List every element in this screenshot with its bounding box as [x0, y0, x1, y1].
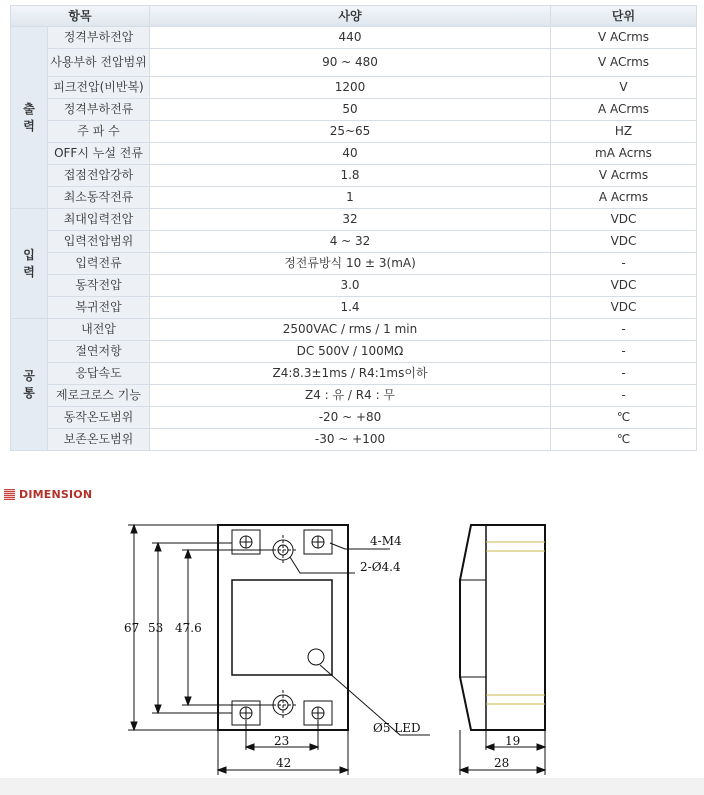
table-row: [11, 49, 696, 76]
label-side-19: 19: [505, 734, 521, 748]
table-row: [11, 429, 696, 450]
row-unit: VDC: [551, 231, 696, 252]
row-unit: -: [551, 319, 696, 340]
row-value: Z4 : 유 / R4 : 무: [150, 385, 550, 406]
table-row: [11, 275, 696, 296]
row-unit: A ACrms: [551, 99, 696, 120]
label-side-28: 28: [494, 756, 510, 770]
row-item: 입력전압범위: [48, 231, 149, 252]
row-value: 25~65: [150, 121, 550, 142]
row-item: 내전압: [48, 319, 149, 340]
dimension-title: DIMENSION: [19, 487, 93, 501]
row-item: 입력전류: [48, 253, 149, 274]
label-width-42: 42: [276, 756, 292, 770]
row-item: 피크전압(비반복): [48, 77, 149, 98]
row-value: 정전류방식 10 ± 3(mA): [150, 253, 550, 274]
row-unit: ℃: [551, 429, 696, 450]
table-row: [11, 187, 696, 208]
row-value: 1200: [150, 77, 550, 98]
row-value: 40: [150, 143, 550, 164]
row-item: 절연저항: [48, 341, 149, 362]
row-unit: ℃: [551, 407, 696, 428]
row-unit: A Acrms: [551, 187, 696, 208]
table-row: [11, 363, 696, 384]
row-item: 주 파 수: [48, 121, 149, 142]
header-item: 항목: [11, 6, 149, 26]
row-item: 제로크로스 기능: [48, 385, 149, 406]
footer-bar: [0, 778, 704, 795]
row-value: 4 ~ 32: [150, 231, 550, 252]
row-item: 사용부하 전압범위: [48, 49, 149, 76]
table-row: [11, 77, 696, 98]
label-led: Ø5 LED: [373, 721, 421, 735]
table-row: [11, 231, 696, 252]
table-row: [11, 143, 696, 164]
group-label: 공 통: [11, 319, 47, 450]
row-value: -30 ~ +100: [150, 429, 550, 450]
table-row: [11, 165, 696, 186]
row-item: 정격부하전류: [48, 99, 149, 120]
row-item: 복귀전압: [48, 297, 149, 318]
row-unit: -: [551, 341, 696, 362]
table-row: [11, 253, 696, 274]
row-value: 50: [150, 99, 550, 120]
spec-table: [10, 5, 697, 451]
row-item: 동작전압: [48, 275, 149, 296]
row-item: 동작온도범위: [48, 407, 149, 428]
table-row: [11, 341, 696, 362]
row-value: 90 ~ 480: [150, 49, 550, 76]
label-height-47-6: 47.6: [175, 621, 202, 635]
label-width-23: 23: [274, 734, 290, 748]
row-unit: -: [551, 253, 696, 274]
header-spec: 사양: [150, 6, 550, 26]
header-unit: 단위: [551, 6, 696, 26]
row-unit: VDC: [551, 297, 696, 318]
row-unit: VDC: [551, 275, 696, 296]
label-height-67: 67: [124, 621, 140, 635]
row-item: 접점전압강하: [48, 165, 149, 186]
table-row: [11, 209, 696, 230]
row-item: 최소동작전류: [48, 187, 149, 208]
row-value: Z4:8.3±1ms / R4:1ms이하: [150, 363, 550, 384]
led: [308, 649, 324, 665]
table-row: [11, 297, 696, 318]
row-unit: VDC: [551, 209, 696, 230]
row-unit: -: [551, 363, 696, 384]
label-panel: [232, 580, 332, 675]
row-unit: V ACrms: [551, 49, 696, 76]
row-unit: -: [551, 385, 696, 406]
row-value: 1.8: [150, 165, 550, 186]
row-unit: mA Acrns: [551, 143, 696, 164]
row-item: 정격부하전압: [48, 27, 149, 48]
heading-bullet-icon: [4, 489, 15, 500]
table-row: [11, 99, 696, 120]
row-item: 보존온도범위: [48, 429, 149, 450]
row-item: 최대입력전압: [48, 209, 149, 230]
row-value: 440: [150, 27, 550, 48]
label-height-53: 53: [148, 621, 164, 635]
side-view-body: [460, 525, 545, 730]
row-unit: V: [551, 77, 696, 98]
table-row: [11, 27, 696, 48]
row-value: 32: [150, 209, 550, 230]
row-value: 1: [150, 187, 550, 208]
label-hole: 2-Ø4.4: [360, 560, 401, 574]
dimension-drawing: [0, 505, 704, 778]
row-value: DC 500V / 100MΩ: [150, 341, 550, 362]
row-unit: HZ: [551, 121, 696, 142]
row-item: 응답속도: [48, 363, 149, 384]
group-label: 입 력: [11, 209, 47, 318]
row-value: 3.0: [150, 275, 550, 296]
table-row: [11, 319, 696, 340]
row-value: -20 ~ +80: [150, 407, 550, 428]
row-item: OFF시 누설 전류: [48, 143, 149, 164]
dimension-heading: [4, 487, 92, 501]
row-unit: V ACrms: [551, 27, 696, 48]
row-value: 2500VAC / rms / 1 min: [150, 319, 550, 340]
table-row: [11, 385, 696, 406]
label-m4: 4-M4: [370, 534, 402, 548]
table-row: [11, 407, 696, 428]
group-label: 출 력: [11, 27, 47, 208]
table-row: [11, 121, 696, 142]
row-unit: V Acrms: [551, 165, 696, 186]
row-value: 1.4: [150, 297, 550, 318]
